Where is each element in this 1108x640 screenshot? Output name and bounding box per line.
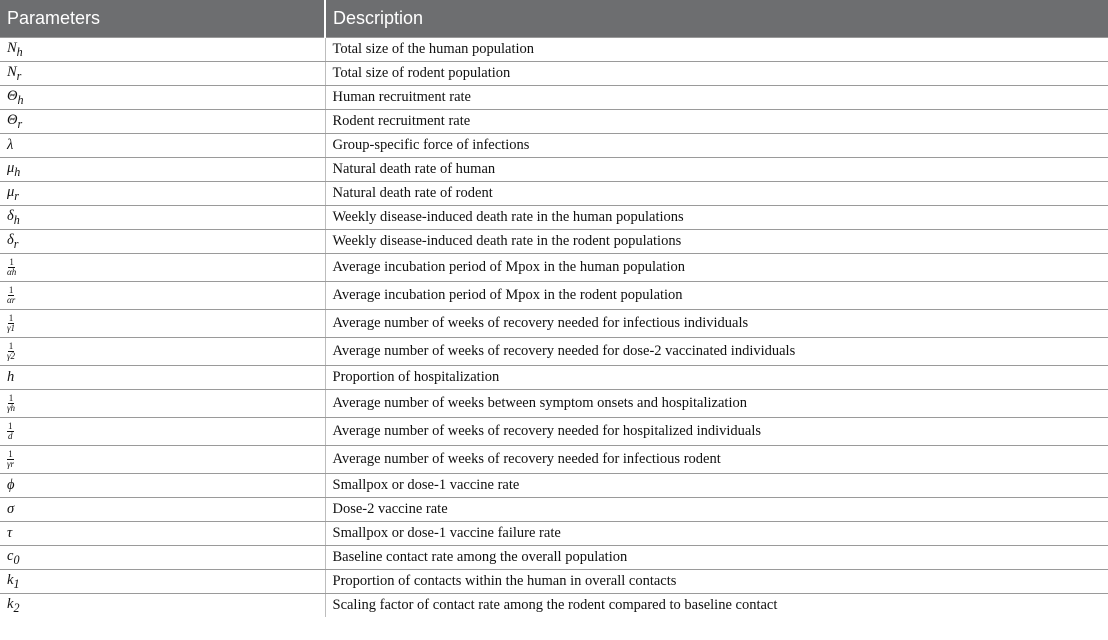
table-row	[0, 182, 1108, 206]
table-row	[0, 570, 1108, 594]
parameter-cell	[0, 158, 325, 182]
description-cell: Baseline contact rate among the overall population	[325, 546, 1108, 570]
table-row	[0, 38, 1108, 62]
parameter-symbol: Θ	[7, 111, 18, 128]
parameter-cell	[0, 310, 325, 338]
table-body	[0, 38, 1108, 618]
table-row	[0, 446, 1108, 474]
table-row	[0, 254, 1108, 282]
description-cell: Total size of rodent population	[325, 62, 1108, 86]
parameter-cell	[0, 522, 325, 546]
description-cell: Average number of weeks of recovery needed for infectious rodent	[325, 446, 1108, 474]
parameter-cell	[0, 206, 325, 230]
fraction-numerator: 1	[9, 257, 14, 267]
parameter-subscript: h	[16, 44, 23, 59]
table-row	[0, 310, 1108, 338]
parameter-cell	[0, 366, 325, 390]
parameter-cell	[0, 182, 325, 206]
table-row	[0, 390, 1108, 418]
parameter-cell	[0, 86, 325, 110]
parameter-symbol: δ	[7, 231, 14, 248]
parameter-fraction	[7, 258, 16, 277]
parameter-fraction	[7, 450, 14, 469]
description-cell: Average number of weeks between symptom onsets and hospitalization	[325, 390, 1108, 418]
parameter-symbol: δ	[7, 207, 14, 224]
description-cell: Natural death rate of rodent	[325, 182, 1108, 206]
description-cell: Rodent recruitment rate	[325, 110, 1108, 134]
description-column-header: Description	[325, 0, 1108, 38]
parameter-cell	[0, 338, 325, 366]
parameter-cell	[0, 546, 325, 570]
fraction-numerator: 1	[8, 341, 14, 351]
parameter-cell	[0, 570, 325, 594]
parameter-symbol: k	[7, 571, 14, 588]
description-cell: Average number of weeks of recovery needed for dose-2 vaccinated individuals	[325, 338, 1108, 366]
parameter-cell	[0, 134, 325, 158]
table-row	[0, 86, 1108, 110]
parameter-cell	[0, 594, 325, 618]
parameter-symbol: μ	[7, 183, 15, 200]
fraction-numerator: 1	[8, 285, 14, 295]
table-header	[0, 0, 1108, 38]
parameter-symbol: N	[7, 39, 17, 56]
table-row	[0, 134, 1108, 158]
parameter-subscript: 0	[13, 552, 20, 567]
table-row	[0, 338, 1108, 366]
parameter-subscript: h	[14, 164, 21, 179]
parameter-fraction	[7, 342, 15, 361]
fraction-denominator: αr	[7, 295, 16, 305]
table-row	[0, 206, 1108, 230]
parameter-symbol: Θ	[7, 87, 18, 104]
description-cell: Average number of weeks of recovery needed for hospitalized individuals	[325, 418, 1108, 446]
table-row	[0, 62, 1108, 86]
parameter-cell	[0, 254, 325, 282]
description-cell: Natural death rate of human	[325, 158, 1108, 182]
fraction-numerator: 1	[8, 313, 14, 323]
parameter-cell	[0, 446, 325, 474]
parameter-fraction	[7, 394, 15, 413]
parameter-symbol: τ	[7, 525, 13, 541]
description-cell: Scaling factor of contact rate among the rodent compared to baseline contact	[325, 594, 1108, 618]
table-row	[0, 366, 1108, 390]
parameters-column-header: Parameters	[0, 0, 325, 38]
parameter-cell	[0, 282, 325, 310]
description-cell: Average incubation period of Mpox in the human population	[325, 254, 1108, 282]
parameter-cell	[0, 474, 325, 498]
parameter-symbol: c	[7, 547, 14, 564]
parameter-symbol: h	[7, 369, 15, 385]
description-cell: Human recruitment rate	[325, 86, 1108, 110]
table-row	[0, 418, 1108, 446]
parameter-subscript: r	[13, 236, 19, 251]
parameter-fraction	[7, 422, 14, 441]
description-cell: Weekly disease-induced death rate in the human populations	[325, 206, 1108, 230]
parameter-subscript: r	[14, 188, 19, 203]
parameter-subscript: 1	[13, 576, 20, 591]
fraction-numerator: 1	[8, 421, 13, 431]
fraction-denominator: γh	[7, 403, 16, 413]
parameter-cell	[0, 38, 325, 62]
parameter-symbol: k	[7, 595, 14, 612]
description-cell: Group-specific force of infections	[325, 134, 1108, 158]
table-row	[0, 498, 1108, 522]
fraction-denominator: αh	[7, 267, 17, 277]
description-cell: Total size of the human population	[325, 38, 1108, 62]
table-row	[0, 522, 1108, 546]
parameter-symbol: ϕ	[7, 477, 15, 493]
header-row	[0, 0, 1108, 38]
parameter-cell	[0, 230, 325, 254]
table-row	[0, 158, 1108, 182]
description-cell: Proportion of contacts within the human in overall contacts	[325, 570, 1108, 594]
description-cell: Dose-2 vaccine rate	[325, 498, 1108, 522]
parameter-subscript: 2	[13, 600, 20, 615]
description-cell: Smallpox or dose-1 vaccine failure rate	[325, 522, 1108, 546]
parameter-cell	[0, 498, 325, 522]
parameter-symbol: λ	[7, 137, 14, 153]
parameter-symbol: μ	[7, 159, 15, 176]
table-row	[0, 474, 1108, 498]
table-row	[0, 546, 1108, 570]
parameter-subscript: h	[17, 92, 24, 107]
parameter-fraction	[7, 286, 15, 305]
description-cell: Smallpox or dose-1 vaccine rate	[325, 474, 1108, 498]
parameter-symbol: N	[7, 63, 17, 80]
parameter-subscript: r	[17, 116, 23, 131]
fraction-numerator: 1	[8, 449, 13, 459]
description-cell: Proportion of hospitalization	[325, 366, 1108, 390]
parameter-fraction	[7, 314, 15, 333]
table-row	[0, 110, 1108, 134]
fraction-numerator: 1	[8, 393, 14, 403]
description-cell: Average incubation period of Mpox in the rodent population	[325, 282, 1108, 310]
table-row	[0, 282, 1108, 310]
parameter-cell	[0, 390, 325, 418]
parameter-cell	[0, 418, 325, 446]
parameter-symbol: σ	[7, 501, 15, 517]
table-row	[0, 230, 1108, 254]
description-cell: Weekly disease-induced death rate in the rodent populations	[325, 230, 1108, 254]
description-cell: Average number of weeks of recovery needed for infectious individuals	[325, 310, 1108, 338]
parameter-subscript: h	[13, 212, 20, 227]
parameter-cell	[0, 110, 325, 134]
fraction-denominator: d	[8, 431, 13, 441]
parameter-subscript: r	[16, 68, 22, 83]
table-row	[0, 594, 1108, 618]
parameter-cell	[0, 62, 325, 86]
fraction-denominator: γ1	[7, 323, 16, 333]
fraction-denominator: γ2	[7, 351, 16, 361]
fraction-denominator: γr	[7, 459, 15, 469]
